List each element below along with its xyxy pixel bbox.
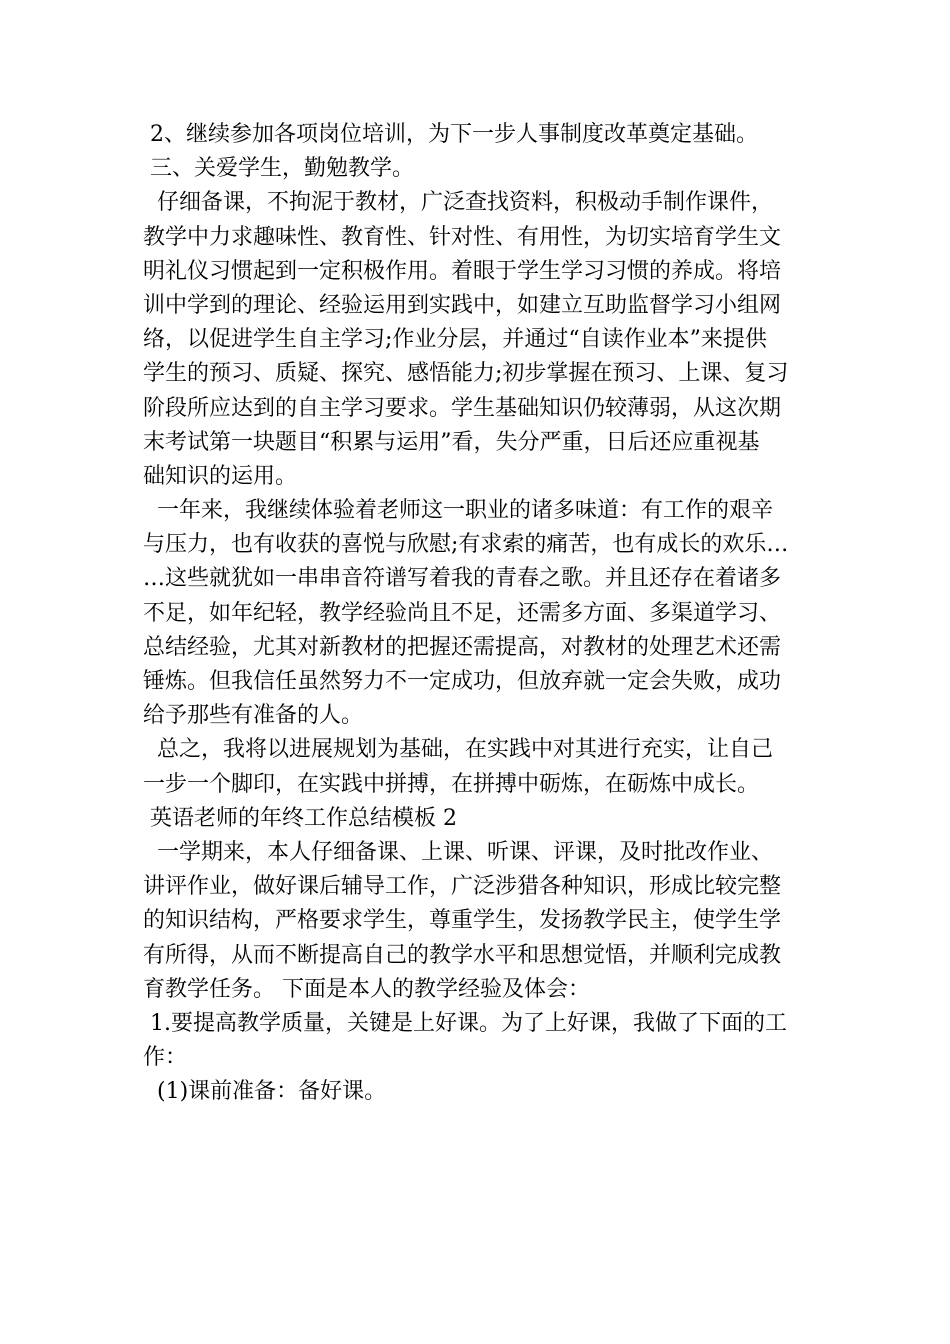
text-line: 给予那些有准备的人。 [143, 703, 364, 729]
text-line: 础知识的运用。 [143, 463, 298, 489]
text-line: 有所得，从而不断提高自己的教学水平和思想觉悟，并顺利完成教 [143, 942, 782, 968]
section-heading: 三、关爱学生，勤勉教学。 [143, 156, 414, 182]
text-line: 与压力，也有收获的喜悦与欣慰;有求索的痛苦，也有成长的欢乐… [143, 532, 789, 558]
text-line: 1.要提高教学质量，关键是上好课。为了上好课，我做了下面的工 [143, 1010, 787, 1036]
text-line: 一学期来，本人仔细备课、上课、听课、评课，及时批改作业、 [143, 839, 773, 865]
text-line: 锤炼。但我信任虽然努力不一定成功，但放弃就一定会失败，成功 [143, 669, 782, 694]
document-title: 英语老师的年终工作总结模板 2 [143, 805, 457, 831]
text-line: 明礼仪习惯起到一定积极作用。着眼于学生学习习惯的养成。将培 [143, 258, 782, 284]
text-line: …这些就犹如一串串音符谱写着我的青春之歌。并且还存在着诸多 [143, 566, 782, 592]
text-line: 总之，我将以进展规划为基础，在实践中对其进行充实，让自己 [143, 737, 773, 763]
document-body [143, 118, 815, 1109]
text-line: 总结经验，尤其对新教材的把握还需提高，对教材的处理艺术还需 [143, 634, 782, 660]
text-line: 育教学任务。 下面是本人的教学经验及体会： [143, 976, 590, 1002]
text-line: 训中学到的理论、经验运用到实践中，如建立互助监督学习小组网 [143, 292, 782, 318]
list-item: (1)课前准备：备好课。 [143, 1079, 387, 1105]
text-line: 学生的预习、质疑、探究、感悟能力;初步掌握在预习、上课、复习 [143, 361, 789, 387]
text-line: 一步一个脚印，在实践中拼搏，在拼搏中砺炼，在砺炼中成长。 [143, 771, 760, 797]
text-line: 不足，如年纪轻，教学经验尚且不足，还需多方面、多渠道学习、 [143, 600, 782, 626]
text-line: 教学中力求趣味性、教育性、针对性、有用性，为切实培育学生文 [143, 224, 782, 250]
text-line: 络，以促进学生自主学习;作业分层，并通过“自读作业本”来提供 [143, 327, 767, 353]
text-line: 讲评作业，做好课后辅导工作，广泛涉猎各种知识，形成比较完整 [143, 874, 782, 900]
text-line: 阶段所应达到的自主学习要求。学生基础知识仍较薄弱，从这次期 [143, 395, 782, 421]
text-line: 的知识结构，严格要求学生，尊重学生，发扬教学民主，使学生学 [143, 908, 782, 934]
text-line: 一年来，我继续体验着老师这一职业的诸多味道：有工作的艰辛 [143, 498, 773, 524]
text-line: 2、继续参加各项岗位培训，为下一步人事制度改革奠定基础。 [143, 122, 758, 147]
text-line: 作： [143, 1045, 188, 1071]
text-line: 末考试第一块题目“积累与运用”看，失分严重，日后还应重视基 [143, 429, 760, 455]
text-line: 仔细备课，不拘泥于教材，广泛查找资料，积极动手制作课件， [143, 190, 773, 216]
